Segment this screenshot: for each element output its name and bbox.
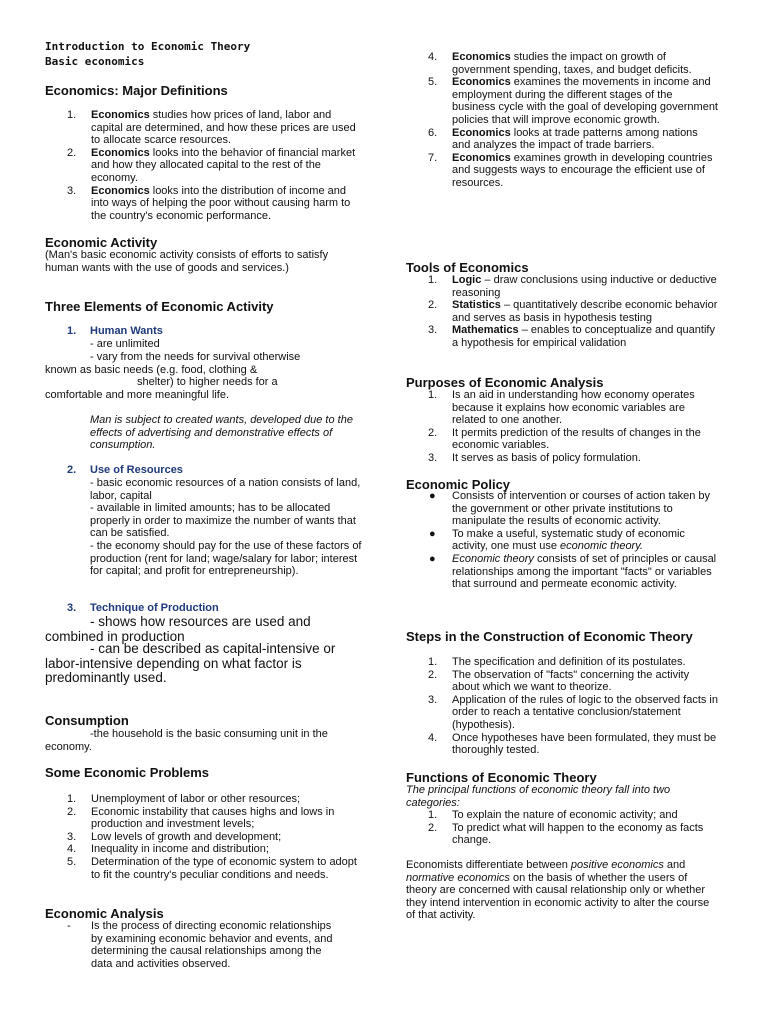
list-item: 1. Unemployment of labor or other resources; [67,793,301,805]
list-item: 5. Economics examines the movements in income and employment during the different stages of the business cycle with the goal of developing government policies that will improve economic growth. [428,76,718,126]
list-item: 4. Inequality in income and distribution; [67,843,269,856]
list-item: 1. Economics studies how prices of land, labor and capital are determined, and how these prices are used to allocate scarce resources. [67,109,356,147]
list-item: 3. Mathematics – enables to conceptualize and quantify a hypothesis for empirical validation [428,324,715,349]
technique-label: Technique of Production [90,602,219,614]
resources-num: 2. [67,464,77,476]
bullet-icon: ● [429,552,436,565]
bullet-icon: ● [429,490,436,502]
functions-intro: The principal functions of economic theory fall into two categories: [406,784,671,809]
list-item: ● To make a useful, systematic study of economic activity, one must use economic theory. [429,527,685,553]
list-item: 4. Once hypotheses have been formulated, they must be thoroughly tested. [428,731,717,757]
steps-list [406,656,718,757]
technique-line-1: - shows how resources are used and combined in production [45,614,311,644]
list-item: - Is the process of directing economic relationships by examining economic behavior and events, and determining the causal relationships among the data and activities observed. [67,920,333,970]
list-item: ● Economic theory consists of set of principles or causal relationships among the important "facts" or variables that surround and permeate economic activity. [429,552,717,591]
list-item: 2. Statistics – quantitatively describe economic behavior and serves as basis in hypothesis testing [428,299,718,324]
doc-title: Introduction to Economic Theory [45,40,251,53]
steps-heading: Steps in the Construction of Economic Theory [406,629,693,644]
human-wants-line-2: - vary from the needs for survival otherwise known as basic needs (e.g. food, clothing & [45,351,301,376]
human-wants-line-3: shelter) to higher needs for a comfortable and more meaningful life. [45,376,278,401]
problems-heading: Some Economic Problems [45,765,209,780]
list-item: 4. Economics studies the impact on growth of government spending, taxes, and budget deficits. [428,51,692,76]
tools-list [406,274,718,350]
list-item: 3. It serves as basis of policy formulation. [428,451,641,464]
doc-subtitle: Basic economics [45,55,145,68]
purposes-heading: Purposes of Economic Analysis [406,375,604,390]
list-item: 6. Economics looks at trade patterns among nations and analyzes the impact of trade barriers. [428,126,698,152]
consumption-text: -the household is the basic consuming unit in the economy. [45,728,328,753]
list-item: 1. Logic – draw conclusions using inductive or deductive reasoning [428,274,717,299]
policy-list [406,490,718,591]
technique-num: 3. [67,602,77,614]
list-item: 2. Economic instability that causes highs and lows in production and investment levels; [67,805,335,831]
list-item: 1. Is an aid in understanding how economy operates because it explains how economic variables are related to one another. [428,389,695,427]
tools-heading: Tools of Economics [406,260,529,275]
technique-line-2: - can be described as capital-intensive or labor-intensive depending on what factor is predominantly used. [45,641,336,685]
resources-body: - basic economic resources of a nation consists of land, labor, capital - available in limited amounts; has to be allocated properly in order to maximize the number of wants that can be satisfied. - the economy should pay for the use of these factors of production (rent for land; wage/salary for labor; interest for capital; and profit for entrepreneurship). [90,477,362,578]
list-item: 3. Low levels of growth and development; [67,830,282,843]
analysis-heading: Economic Analysis [45,906,164,921]
human-wants-label: Human Wants [90,325,163,337]
purposes-list [406,389,718,465]
list-item: 2. The observation of "facts" concerning the activity about which we want to theorize. [428,668,690,694]
definitions-list-1 [45,109,365,222]
problems-list [45,793,365,881]
definitions-heading: Economics: Major Definitions [45,83,228,98]
human-wants-note: Man is subject to created wants, developed due to the effects of advertising and demonstrative effects of consumption. [90,414,353,452]
list-item: ● Consists of intervention or courses of action taken by the government or other private institutions to manipulate the results of economic activity. [429,490,711,528]
list-item: 2. Economics looks into the behavior of financial market and how they allocated capital to the rest of the economy. [67,146,356,184]
analysis-body [45,920,335,970]
definitions-list-2 [406,51,718,190]
functions-list [406,809,718,847]
list-item: 3. Economics looks into the distribution of income and into ways of helping the poor without causing harm to the country's economic performance. [67,184,351,222]
list-item: 1. To explain the nature of economic activity; and [428,809,678,821]
list-item: 7. Economics examines growth in developing countries and suggests ways to encourage the efficient use of resources. [428,151,713,189]
bullet-icon: ● [429,527,436,540]
consumption-heading: Consumption [45,713,129,728]
functions-paragraph: Economists differentiate between positive economics and normative economics on the basis of whether the users of theory are concerned with causal relationship only or whether they intend intervention in economic activity to alter the course of that activity. [406,859,710,922]
human-wants-num: 1. [67,325,77,337]
list-item: 5. Determination of the type of economic system to adopt to fit the country's peculiar conditions and needs. [67,855,357,881]
list-item: 2. To predict what will happen to the economy as facts change. [428,821,704,847]
elements-heading: Three Elements of Economic Activity [45,299,274,314]
policy-heading: Economic Policy [406,477,511,492]
activity-text: (Man's basic economic activity consists of efforts to satisfy human wants with the use of goods and services.) [45,249,329,274]
list-item: 3. Application of the rules of logic to the observed facts in order to reach a tentative conclusion/statement (hypothesis). [428,693,718,731]
activity-heading: Economic Activity [45,235,158,250]
list-item: 2. It permits prediction of the results of changes in the economic variables. [428,426,701,452]
functions-heading: Functions of Economic Theory [406,770,597,785]
list-item: 1. The specification and definition of its postulates. [428,656,686,668]
human-wants-line-1: - are unlimited [90,338,160,350]
resources-label: Use of Resources [90,464,183,476]
